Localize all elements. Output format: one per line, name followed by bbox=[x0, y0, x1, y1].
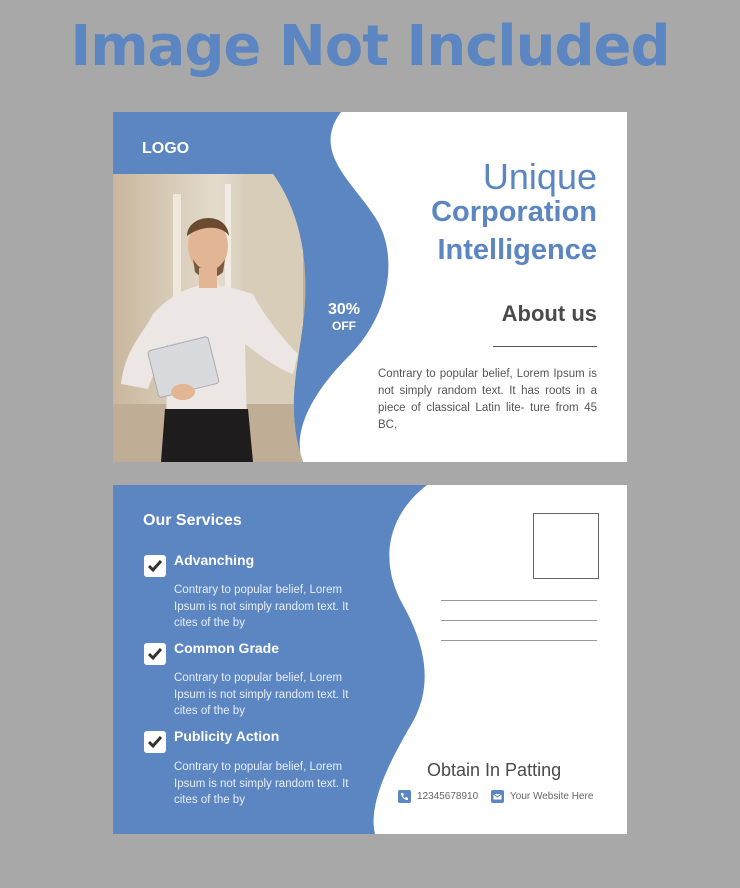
about-text: Contrary to popular belief, Lorem Ipsum is not simply random text. It has roots in a piece of classical Latin lite- ture from 45 BC, bbox=[378, 368, 597, 431]
service-name-3: Publicity Action bbox=[174, 728, 280, 744]
service-description-2: Contrary to popular belief, Lorem Ipsum is not simply random text. It cites of the by bbox=[174, 672, 349, 717]
logo: LOGO bbox=[142, 140, 190, 157]
contact-title: Obtain In Patting bbox=[427, 760, 562, 780]
postcard-back bbox=[113, 485, 627, 834]
service-description-3: Contrary to popular belief, Lorem Ipsum is not simply random text. It cites of the by bbox=[174, 761, 349, 806]
contact-phone bbox=[398, 790, 478, 803]
headline-line-1: Unique bbox=[482, 156, 597, 197]
email-icon bbox=[491, 790, 504, 803]
stamp-box bbox=[533, 513, 599, 579]
service-description-1: Contrary to popular belief, Lorem Ipsum is not simply random text. It cites of the by bbox=[174, 584, 349, 629]
address-line-3 bbox=[441, 640, 597, 641]
service-name-2: Common Grade bbox=[174, 640, 280, 656]
address-line-1 bbox=[441, 600, 597, 601]
discount-badge bbox=[322, 301, 366, 335]
image-not-included-banner: Image Not Included bbox=[70, 14, 670, 79]
check-icon bbox=[146, 645, 164, 663]
headline-line-3: Intelligence bbox=[437, 234, 597, 266]
about-divider bbox=[493, 346, 597, 347]
check-icon bbox=[146, 557, 164, 575]
contact-website bbox=[491, 790, 593, 803]
contact-website-text: Your Website Here bbox=[510, 791, 594, 802]
postcard-front bbox=[113, 112, 627, 462]
discount-label: OFF bbox=[332, 319, 356, 333]
service-name-1: Advanching bbox=[174, 552, 255, 568]
phone-icon bbox=[398, 790, 411, 803]
about-title: About us bbox=[501, 301, 597, 326]
contact-phone-text: 12345678910 bbox=[417, 791, 479, 802]
services-title: Our Services bbox=[143, 512, 242, 529]
address-line-2 bbox=[441, 620, 597, 621]
headline-line-2: Corporation bbox=[431, 196, 597, 228]
check-icon bbox=[146, 733, 164, 751]
service-checkbox-3 bbox=[144, 731, 166, 753]
businessman-photo bbox=[113, 174, 323, 462]
service-checkbox-2 bbox=[144, 643, 166, 665]
service-checkbox-1 bbox=[144, 555, 166, 577]
discount-percent: 30% bbox=[327, 301, 361, 318]
